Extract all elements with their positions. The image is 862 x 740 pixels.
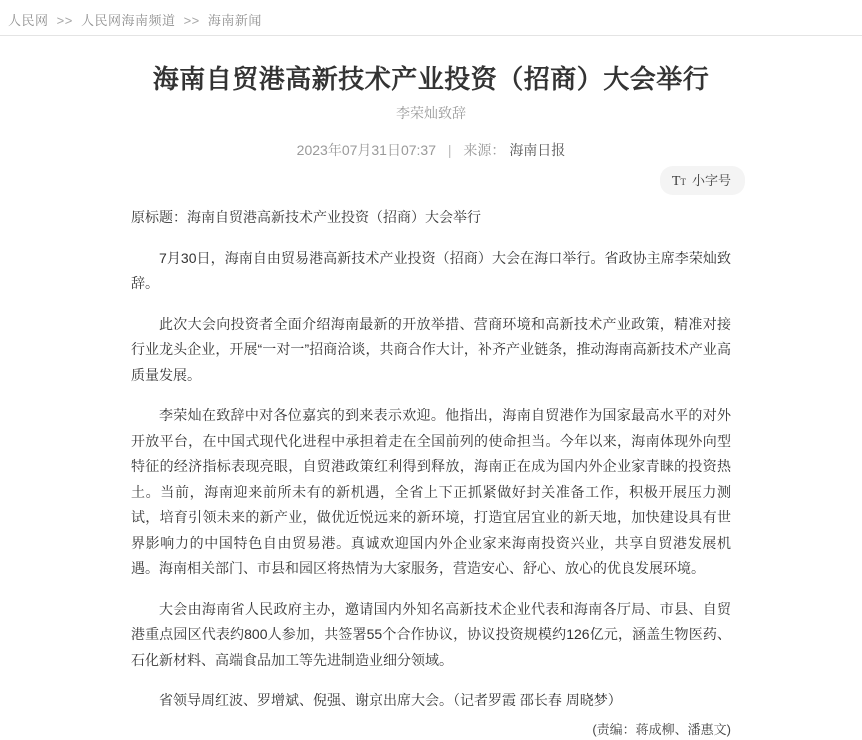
article-body [131,205,731,714]
font-size-icon-small: T [680,177,686,187]
article-container [131,62,731,740]
breadcrumb-separator: >> [183,13,200,28]
header-divider [0,35,862,36]
article-paragraph: 李荣灿在致辞中对各位嘉宾的到来表示欢迎。他指出，海南自贸港作为国家最高水平的对外开放平台，在中国式现代化进程中承担着走在全国前列的使命担当。今年以来，海南体现外向型特征的经济指标表现亮眼，自贸港政策红利得到释放，海南正在成为国内外企业家青睐的投资热土。当前，海南迎来前所未有的新机遇，全省上下正抓紧做好封关准备工作，积极开展压力测试，培育引领未来的新产业，做优近悦远来的新环境，打造宜居宜业的新天地，加快建设具有世界影响力的中国特色自由贸易港。真诚欢迎国内外企业家来海南投资兴业，共享自贸港发展机遇。海南相关部门、市县和园区将热情为大家服务，营造安心、舒心、放心的优良发展环境。 [131,407,731,576]
breadcrumb-link-peoples-daily[interactable]: 人民网 [8,13,49,28]
editor-credit: (责编：蒋成柳、潘惠文) [592,721,731,737]
article-dateline [131,142,731,158]
font-size-button[interactable] [660,166,745,195]
article-title: 海南自贸港高新技术产业投资（招商）大会举行 [152,64,710,94]
article-paragraph: 省领导周红波、罗增斌、倪强、谢京出席大会。（记者罗霞 邵长春 周晓梦） [159,692,622,708]
article-paragraph: 此次大会向投资者全面介绍海南最新的开放举措、营商环境和高新技术产业政策，精准对接行业龙头企业，开展“一对一”招商洽谈，共商合作大计，补齐产业链条，推动海南高新技术产业高质量发展。 [131,315,731,383]
publish-date: 2023年07月31日07:37 [296,142,436,158]
dateline-separator: | [447,142,452,158]
breadcrumb-separator: >> [56,13,73,28]
article-paragraph: 大会由海南省人民政府主办，邀请国内外知名高新技术企业代表和海南各厅局、市县、自贸港重点园区代表约800人参加，共签署55个合作协议，协议投资规模约126亿元，涵盖生物医药、石化新材料、高端食品加工等先进制造业细分领域。 [131,600,731,668]
original-title-line: 原标题：海南自贸港高新技术产业投资（招商）大会举行 [131,209,481,225]
source-link[interactable]: 海南日报 [509,142,566,158]
font-size-icon: T [671,174,681,189]
breadcrumb-link-hainan-channel[interactable]: 人民网海南频道 [80,13,176,28]
article-toolbar [131,166,731,195]
article-paragraph: 7月30日，海南自由贸易港高新技术产业投资（招商）大会在海口举行。省政协主席李荣灿致辞。 [131,249,731,291]
breadcrumb [0,0,862,35]
breadcrumb-link-hainan-news[interactable]: 海南新闻 [207,13,262,28]
article-subtitle: 李荣灿致辞 [396,105,466,121]
source-label: 来源： [463,142,506,158]
font-size-label: 小字号 [691,173,731,188]
